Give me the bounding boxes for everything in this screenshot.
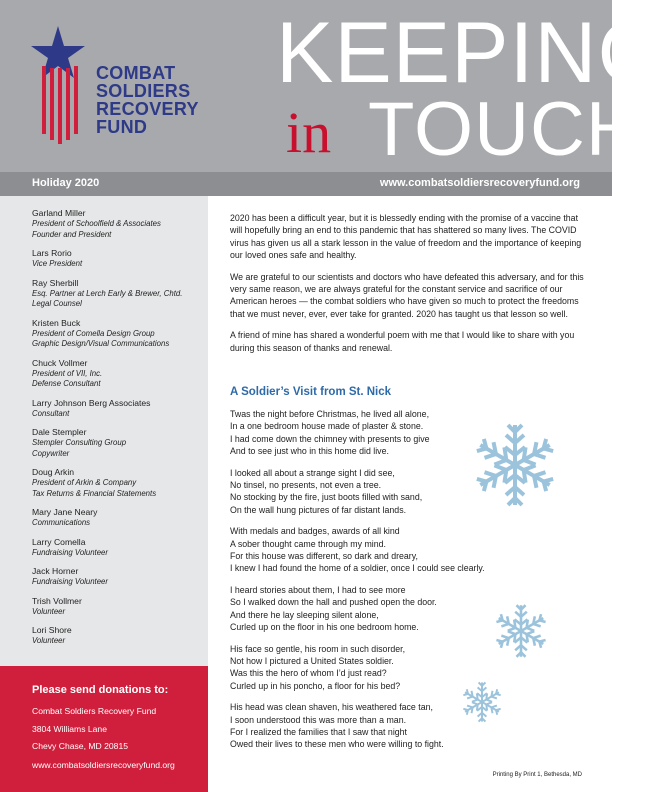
poem-stanza	[230, 584, 480, 634]
board-member	[32, 596, 204, 618]
poem-line: Not how I pictured a United States soldier.	[230, 655, 394, 666]
donation-city: Chevy Chase, MD 20815	[32, 741, 129, 751]
member-role: President of Schoolfield & Associates	[32, 219, 161, 228]
poem-line: A sober thought came through my mind.	[230, 538, 386, 549]
member-role: Fundraising Volunteer	[32, 547, 108, 557]
donation-heading: Please send donations to:	[32, 684, 169, 696]
poem-title: A Soldier’s Visit from St. Nick	[230, 386, 392, 398]
poem-line: So I walked down the hall and pushed open the door.	[230, 597, 437, 608]
issue-label: Holiday 2020	[32, 177, 100, 189]
member-role: Fundraising Volunteer	[32, 577, 108, 586]
board-member	[32, 566, 204, 588]
poem-line: No tinsel, no presents, not even a tree.	[230, 480, 382, 491]
title-keeping: KEEPING	[276, 5, 665, 101]
org-name-line: RECOVERY	[96, 99, 199, 119]
member-name: Lori Shore	[32, 625, 72, 635]
member-role: Copywriter	[32, 448, 70, 458]
poem-line: And there he lay sleeping silent alone,	[230, 609, 379, 620]
member-role: Stempler Consulting Group	[32, 438, 127, 447]
member-role: Volunteer	[32, 606, 66, 616]
board-member	[32, 537, 204, 559]
board-sidebar	[0, 196, 208, 666]
board-member	[32, 208, 204, 240]
member-role: Founder and President	[32, 229, 112, 239]
member-role: President of Comella Design Group	[32, 328, 155, 338]
website-link[interactable]: www.combatsoldiersrecoveryfund.org	[379, 177, 580, 189]
poem-stanza	[230, 467, 480, 517]
title-touch: TOUCH	[368, 87, 642, 172]
snowflake-icon	[492, 602, 550, 660]
member-name: Ray Sherbill	[32, 277, 79, 288]
intro-paragraph: We are grateful to our scientists and doctors who have defeated this adversary, and for this very same reason, we are always grateful for the constant service and sacrifice of our American heroes — the combat soldiers who have given so much to protect the freedoms that we must never, ever, ever take for granted. 2020 has taught us that lesson so well.	[230, 271, 584, 319]
member-name: Larry Johnson Berg Associates	[32, 397, 151, 408]
issue-bar	[0, 172, 612, 196]
member-role: President of Arkin & Company	[32, 478, 137, 487]
org-name	[96, 64, 199, 136]
poem-line: For I realized the families that I saw that night	[230, 726, 407, 737]
board-member	[32, 427, 204, 459]
poem-line: Curled up on the floor in his one bedroom home.	[230, 622, 419, 633]
board-member	[32, 248, 204, 270]
member-role: Defense Consultant	[32, 379, 101, 388]
member-name: Dale Stempler	[32, 427, 87, 437]
poem-line: No stocking by the fire, just boots filled with sand,	[230, 492, 423, 503]
poem-stanza	[230, 643, 480, 693]
member-role: Esq. Partner at Lerch Early & Brewer, Chtd.	[32, 288, 183, 298]
intro-letter	[230, 212, 592, 363]
member-role: President of VII, Inc.	[32, 368, 103, 378]
poem-stanza	[230, 525, 485, 575]
poem-line: And to see just who in this home did live.	[230, 446, 389, 457]
member-name: Larry Comella	[32, 536, 86, 547]
member-role: Tax Returns & Financial Statements	[32, 488, 157, 498]
snowflake-icon	[460, 680, 504, 724]
poem-line: Twas the night before Christmas, he lived all alone,	[230, 409, 430, 419]
board-member	[32, 358, 204, 390]
star-stripes-logo-icon	[30, 20, 100, 150]
poem-line: I heard stories about them, I had to see more	[230, 584, 406, 595]
board-member	[32, 318, 204, 350]
intro-paragraph: 2020 has been a difficult year, but it is blessedly ending with the promise of a vaccine that will hopefully bring an end to this pandemic that has shattered so many lives. The COVID virus has given us all a stark lesson in the value of freedom and the importance of keeping our loved ones safe and healthy.	[230, 213, 582, 261]
member-role: Graphic Design/Visual Communications	[32, 339, 170, 348]
masthead	[0, 0, 665, 172]
member-role: Consultant	[32, 408, 70, 418]
org-name-line: SOLDIERS	[96, 81, 191, 101]
poem-line: Curled up in his poncho, a floor for his bed?	[230, 680, 401, 691]
poem-line: For this house was different, so dark and dreary,	[230, 551, 418, 562]
member-role: Volunteer	[32, 636, 66, 645]
poem-stanza	[230, 701, 480, 751]
poem-line: On the wall hung pictures of far distant lands.	[230, 504, 407, 515]
member-name: Garland Miller	[32, 208, 86, 218]
intro-paragraph: A friend of mine has shared a wonderful poem with me that I would like to share with you during this season of thanks and renewal.	[230, 330, 575, 353]
poem-line: I looked all about a strange sight I did see,	[230, 467, 395, 478]
poem-line: I soon understood this was more than a man.	[230, 714, 407, 725]
poem-line: I had come down the chimney with presents to give	[230, 433, 430, 444]
poem-line: Was this the hero of whom I’d just read?	[230, 668, 387, 679]
org-name-line: COMBAT	[96, 63, 176, 83]
member-role: Vice President	[32, 259, 83, 268]
donation-box	[0, 666, 208, 792]
donation-street: 3804 Williams Lane	[32, 724, 107, 734]
poem-line: His face so gentle, his room in such disorder,	[230, 643, 406, 654]
poem-line: His head was clean shaven, his weathered face tan,	[230, 702, 433, 713]
board-member	[32, 507, 204, 529]
poem-stanza	[230, 408, 480, 458]
member-name: Mary Jane Neary	[32, 507, 98, 517]
member-name: Trish Vollmer	[32, 595, 82, 606]
poem-line: With medals and badges, awards of all kind	[230, 526, 400, 537]
board-member	[32, 467, 204, 499]
poem-line: In a one bedroom house made of plaster & stone.	[230, 421, 424, 432]
member-name: Lars Rorio	[32, 248, 72, 258]
board-member	[32, 278, 204, 310]
donation-website[interactable]: www.combatsoldiersrecoveryfund.org	[32, 760, 175, 770]
org-name-line: FUND	[96, 117, 148, 137]
printer-credit: Printing By Print 1, Bethesda, MD	[492, 772, 582, 778]
member-name: Jack Horner	[32, 566, 79, 576]
member-name: Doug Arkin	[32, 467, 75, 477]
board-member	[32, 625, 204, 647]
member-name: Chuck Vollmer	[32, 357, 88, 368]
board-member	[32, 398, 204, 420]
poem-line: Owed their lives to these men who were willing to fight.	[230, 739, 444, 750]
member-name: Kristen Buck	[32, 317, 81, 328]
logo	[30, 20, 250, 160]
poem-line: I knew I had found the home of a soldier, once I could see clearly.	[230, 563, 485, 574]
member-role: Communications	[32, 518, 91, 527]
title-in: in	[286, 100, 332, 165]
snowflake-icon	[470, 420, 560, 510]
poem	[230, 408, 485, 760]
board-list	[32, 208, 204, 655]
donation-org: Combat Soldiers Recovery Fund	[32, 706, 157, 716]
member-role: Legal Counsel	[32, 299, 82, 308]
